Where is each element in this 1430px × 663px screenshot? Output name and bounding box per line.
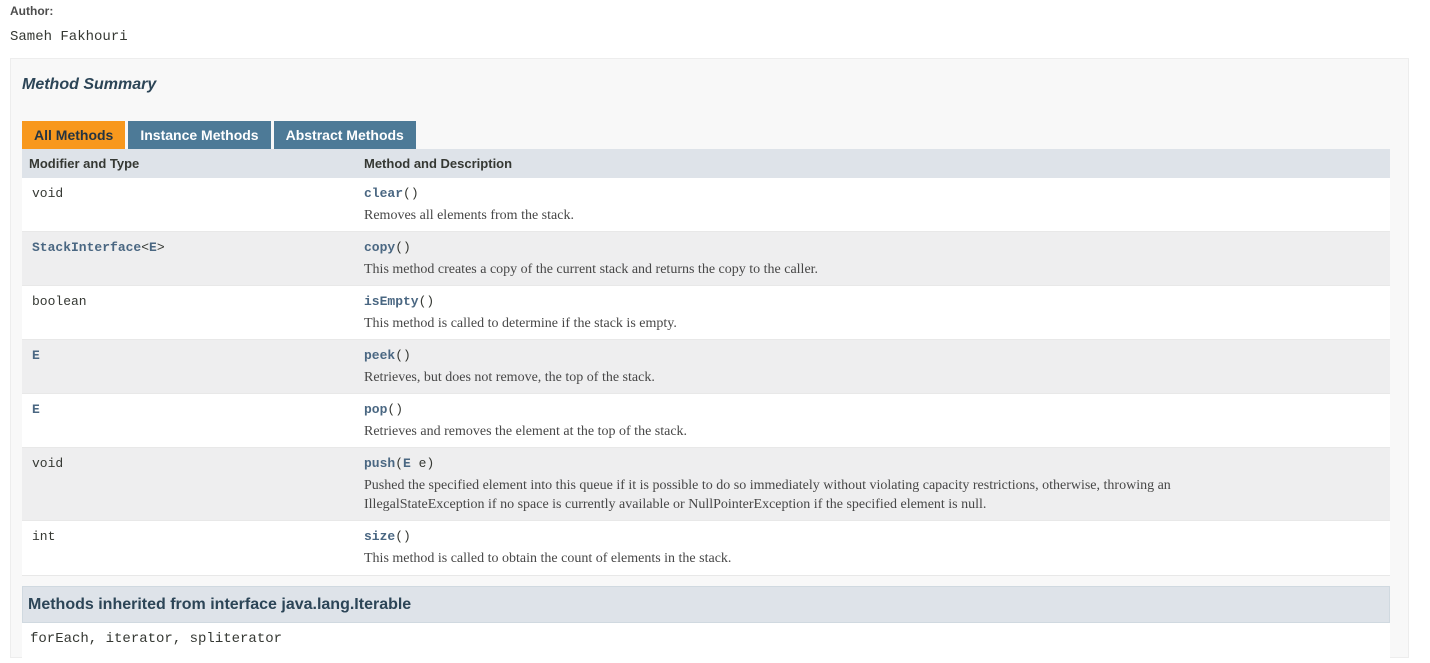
- table-row: [22, 178, 1390, 232]
- params-close: ): [403, 240, 411, 255]
- table-row: [22, 232, 1390, 286]
- author-name: Sameh Fakhouri: [10, 29, 128, 45]
- method-description: This method creates a copy of the current stack and returns the copy to the caller.: [364, 262, 819, 277]
- params-close: ): [403, 348, 411, 363]
- method-summary-table: [22, 149, 1390, 576]
- table-row: [22, 394, 1390, 448]
- inherited-methods-heading: Methods inherited from interface java.lang.Iterable: [22, 586, 1390, 623]
- params-close: ): [403, 529, 411, 544]
- params-close: ): [410, 186, 419, 201]
- method-link-size[interactable]: size: [364, 529, 396, 544]
- params-close: e): [410, 456, 435, 471]
- type-link-stackinterface[interactable]: StackInterface: [32, 240, 142, 255]
- tab-instance-methods[interactable]: Instance Methods: [128, 121, 270, 149]
- inherited-methods-list: forEach, iterator, spliterator: [22, 623, 1390, 663]
- table-row: [22, 286, 1390, 340]
- method-description: Retrieves, but does not remove, the top of the stack.: [364, 370, 655, 385]
- params-open: (: [387, 402, 396, 417]
- table-row: [22, 340, 1390, 394]
- type-link-e[interactable]: E: [32, 402, 40, 417]
- table-row: [22, 521, 1390, 576]
- method-link-push[interactable]: push: [364, 456, 396, 471]
- modifier-type: void: [32, 186, 64, 201]
- method-link-isempty[interactable]: isEmpty: [364, 294, 419, 309]
- params-close: ): [395, 402, 404, 417]
- method-link-peek[interactable]: peek: [364, 348, 396, 363]
- method-description: This method is called to determine if the stack is empty.: [364, 316, 677, 331]
- generic-open: <: [141, 240, 150, 255]
- tab-abstract-methods[interactable]: Abstract Methods: [274, 121, 416, 149]
- method-description: Removes all elements from the stack.: [364, 208, 574, 223]
- method-description: Pushed the specified element into this queue if it is possible to do so immediately without violating capacity restrictions, otherwise, throwing an IllegalStateException if no space is currently available or NullPointerException if the specified element is null.: [364, 478, 1171, 512]
- params-open: (: [395, 529, 404, 544]
- params-open: (: [395, 348, 404, 363]
- table-header: [22, 149, 1390, 178]
- modifier-type: boolean: [32, 294, 87, 309]
- generic-close: >: [156, 240, 165, 255]
- author-section: [10, 4, 128, 45]
- param-type-link-e[interactable]: E: [403, 456, 411, 471]
- params-open: (: [418, 294, 427, 309]
- modifier-type: int: [32, 529, 56, 544]
- column-header-modifier: Modifier and Type: [29, 156, 140, 171]
- params-open: (: [395, 240, 404, 255]
- method-filter-tabs: [22, 121, 416, 149]
- table-row: [22, 448, 1390, 521]
- column-header-method: Method and Description: [364, 156, 513, 171]
- type-link-e[interactable]: E: [32, 348, 40, 363]
- method-description: Retrieves and removes the element at the top of the stack.: [364, 424, 688, 439]
- method-link-clear[interactable]: clear: [364, 186, 404, 201]
- author-label: Author:: [10, 4, 54, 18]
- modifier-type: void: [32, 456, 64, 471]
- method-summary-title: Method Summary: [22, 76, 157, 93]
- params-close: ): [426, 294, 435, 309]
- method-link-pop[interactable]: pop: [364, 402, 388, 417]
- method-description: This method is called to obtain the count of elements in the stack.: [364, 551, 732, 566]
- method-summary-panel: [10, 58, 1409, 658]
- method-link-copy[interactable]: copy: [364, 240, 396, 255]
- tab-all-methods[interactable]: All Methods: [22, 121, 125, 149]
- type-link-e[interactable]: E: [149, 240, 157, 255]
- params-open: (: [395, 456, 404, 471]
- params-open: (: [403, 186, 411, 201]
